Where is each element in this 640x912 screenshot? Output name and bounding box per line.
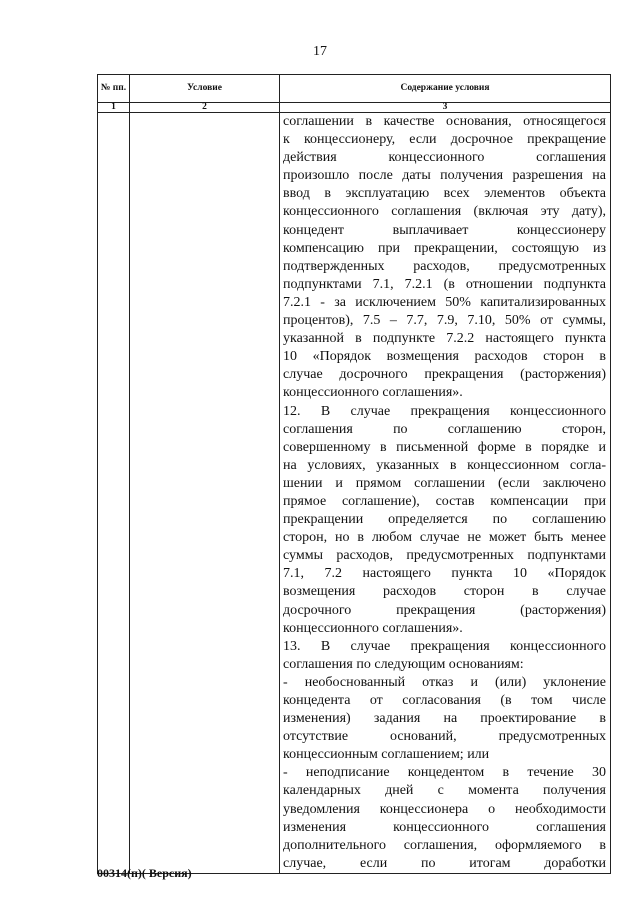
number-cell <box>98 113 130 874</box>
text-line: дополнительного соглашения, оформляемого в <box>283 837 606 853</box>
text-line: подпунктами 7.1, 7.2.1 (в отношении подпункта <box>283 276 606 292</box>
text-line: прекращении определяется по соглашению <box>283 512 606 528</box>
text-line: случае, если по итогам доработки <box>283 855 606 871</box>
conditions-table <box>97 74 611 874</box>
column-index-3: 3 <box>280 103 611 113</box>
column-index-row <box>98 103 611 113</box>
table-header-row <box>98 75 611 103</box>
text-line: совершенному в письменной форме в порядке и <box>283 439 606 455</box>
text-line: концедент выплачивает концессионеру <box>283 222 606 238</box>
text-line: 10 «Порядок возмещения расходов сторон в <box>283 349 606 365</box>
text-line: концессионного соглашения». <box>283 385 463 401</box>
text-line: досрочного прекращения (расторжения) <box>283 602 606 618</box>
text-line: 12. В случае прекращения концессионного <box>283 403 606 419</box>
text-line: концессионным соглашением; или <box>283 747 490 763</box>
header-content: Содержание условия <box>280 75 611 103</box>
text-line: произошло после даты получения разрешения на <box>283 168 606 184</box>
text-line: 7.1, 7.2 настоящего пункта 10 «Порядок <box>283 566 606 582</box>
text-line: шении и прямом соглашении (если заключено <box>283 475 606 491</box>
text-line: действия концессионного соглашения <box>283 150 606 166</box>
text-line: концедента от согласования (в том числе <box>283 693 606 708</box>
text-line: компенсацию при прекращении, состоящую из <box>283 240 606 256</box>
text-line: к концессионеру, если досрочное прекращение <box>283 132 606 148</box>
text-line: 13. В случае прекращения концессионного <box>283 638 606 654</box>
text-line: соглашения по соглашению сторон, <box>283 421 606 437</box>
header-condition: Условие <box>130 75 280 103</box>
text-line: - необоснованный отказ и (или) уклонение <box>283 674 606 690</box>
condition-cell <box>130 113 280 874</box>
text-line: изменения концессионного соглашения <box>283 819 606 835</box>
text-line: указанной в подпункте 7.2.2 настоящего пункта <box>283 331 606 347</box>
text-line: соглашения по следующим основаниям: <box>283 656 524 672</box>
content-cell <box>280 113 611 874</box>
text-line: прямое соглашение), состав компенсации при <box>283 493 606 509</box>
column-index-2: 2 <box>130 103 280 113</box>
page-number: 17 <box>313 44 327 59</box>
text-line: уведомления концессионера о необходимости <box>283 801 606 817</box>
text-line: соглашении в качестве основания, относящегося <box>283 114 606 129</box>
text-line: сторон, но в любом случае не может быть менее <box>283 530 606 546</box>
text-line: возмещения расходов сторон в случае <box>283 584 606 600</box>
text-line: календарных дней с момента получения <box>283 783 606 799</box>
text-line: концессионного соглашения (включая эту дату), <box>283 204 606 220</box>
table-body-row <box>98 113 611 874</box>
header-number: № пп. <box>98 75 130 103</box>
text-line: концессионного соглашения». <box>283 620 463 636</box>
text-line: подтвержденных расходов, предусмотренных <box>283 258 606 274</box>
column-index-1: 1 <box>98 103 130 113</box>
text-line: суммы расходов, предусмотренных подпунктами <box>283 548 606 564</box>
document-code: 00314(п)( Версия) <box>97 866 192 880</box>
text-line: отсутствие оснований, предусмотренных <box>283 729 606 745</box>
text-line: ввод в эксплуатацию всех элементов объекта <box>283 186 606 202</box>
text-line: процентов), 7.5 – 7.7, 7.9, 7.10, 50% от суммы, <box>283 313 606 329</box>
text-line: случае досрочного прекращения (расторжения) <box>283 367 606 383</box>
text-line: - неподписание концедентом в течение 30 <box>283 765 606 781</box>
text-line: изменения) задания на проектирование в <box>283 711 606 727</box>
text-line: 7.2.1 - за исключением 50% капитализированных <box>283 294 606 310</box>
text-line: на условиях, указанных в концессионном согла- <box>283 457 606 473</box>
condition-text <box>280 113 610 873</box>
